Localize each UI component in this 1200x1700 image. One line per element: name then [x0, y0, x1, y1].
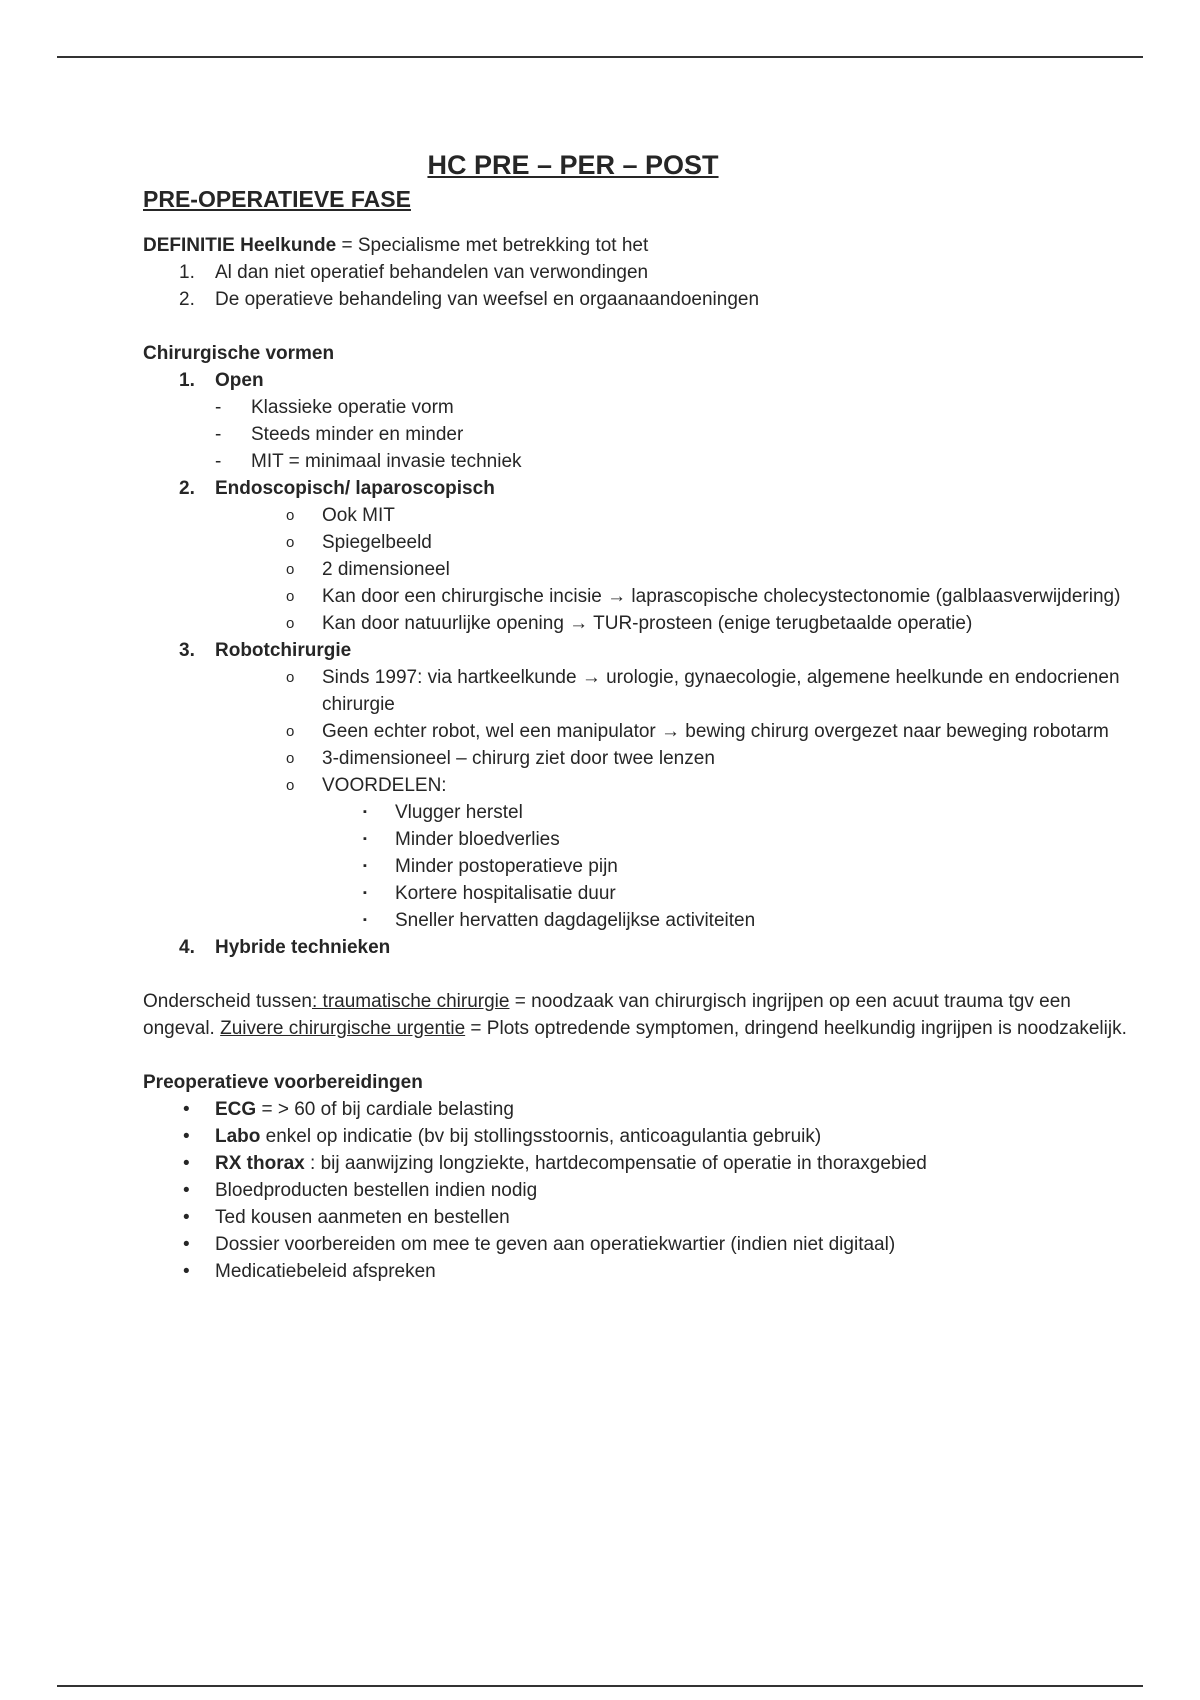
square-marker: ▪: [363, 887, 367, 899]
advantage-text: Kortere hospitalisatie duur: [395, 883, 616, 904]
prep-item-bold: RX thorax: [215, 1153, 305, 1174]
list-item-text: Sinds 1997: via hartkeelkunde → urologie, gynaecologie, algemene heelkunde en endocrienen chirurgie: [322, 667, 1120, 715]
distinction-lead: Onderscheid tussen: [143, 991, 312, 1012]
bullet-marker: •: [183, 1207, 190, 1228]
advantage-text: Minder postoperatieve pijn: [395, 856, 618, 877]
definition-text: = Specialisme met betrekking tot het: [336, 235, 649, 256]
form-hybrid: [143, 934, 1143, 961]
header-rule: [57, 56, 1143, 58]
form-hybrid-label: Hybride technieken: [215, 937, 391, 958]
list-number: 1.: [179, 262, 195, 283]
square-marker: ▪: [363, 833, 367, 845]
prep-item-text: Medicatiebeleid afspreken: [215, 1261, 436, 1282]
distinction-paragraph: [143, 988, 1143, 1042]
form-open-label: Open: [215, 370, 264, 391]
dash-marker: -: [215, 397, 222, 418]
prep-item-text: : bij aanwijzing longziekte, hartdecompensatie of operatie in thoraxgebied: [304, 1153, 927, 1174]
bullet-marker: •: [183, 1234, 190, 1255]
list-item-text: Ook MIT: [322, 505, 395, 526]
distinction-text-urgency: = Plots optredende symptomen, dringend heelkundig ingrijpen is noodzakelijk.: [465, 1018, 1127, 1039]
list-item-text: Kan door een chirurgische incisie → laprascopische cholecystectonomie (galblaasverwijdering): [322, 586, 1121, 607]
prep-item-text: enkel op indicatie (bv bij stollingsstoornis, anticoagulantia gebruik): [260, 1126, 822, 1147]
list-number: 2.: [179, 478, 195, 499]
list-item: [143, 529, 1143, 556]
prep-item: [143, 1123, 1143, 1150]
advantage-item: [143, 853, 1143, 880]
document-title: HC PRE – PER – POST: [427, 150, 719, 180]
circle-marker: o: [286, 561, 295, 578]
form-endoscopic: [143, 475, 1143, 502]
distinction-text-trauma: = noodzaak van chirurgisch ingrijpen op een acuut trauma tgv een ongeval.: [143, 991, 1071, 1039]
definition-item: [143, 286, 1143, 313]
footer-rule: [57, 1685, 1143, 1687]
list-item: [143, 664, 1143, 718]
circle-marker: o: [286, 669, 295, 686]
dash-marker: -: [215, 424, 222, 445]
list-number: 1.: [179, 370, 195, 391]
circle-marker: o: [286, 588, 295, 605]
prep-item-bold: ECG: [215, 1099, 257, 1120]
dash-marker: -: [215, 451, 222, 472]
list-number: 3.: [179, 640, 195, 661]
list-item: [143, 610, 1143, 637]
definition-term: DEFINITIE Heelkunde: [143, 235, 337, 256]
advantage-text: Sneller hervatten dagdagelijkse activiteiten: [395, 910, 756, 931]
bullet-marker: •: [183, 1153, 190, 1174]
circle-marker: o: [286, 615, 295, 632]
document-body: [143, 148, 1143, 1285]
prep-item-bold: Labo: [215, 1126, 261, 1147]
list-item-text: 2 dimensioneel: [322, 559, 450, 580]
list-item-text: VOORDELEN:: [322, 775, 447, 796]
prep-item-text: Ted kousen aanmeten en bestellen: [215, 1207, 510, 1228]
list-item: [143, 448, 1143, 475]
list-item-text: Geen echter robot, wel een manipulator → bewing chirurg overgezet naar beweging robotarm: [322, 721, 1109, 742]
list-number: 2.: [179, 289, 195, 310]
bullet-marker: •: [183, 1180, 190, 1201]
prep-item: [143, 1204, 1143, 1231]
forms-heading: Chirurgische vormen: [143, 343, 335, 364]
advantage-text: Minder bloedverlies: [395, 829, 560, 850]
definition-item-text: Al dan niet operatief behandelen van verwondingen: [215, 262, 649, 283]
square-marker: ▪: [363, 914, 367, 926]
list-item: [143, 718, 1143, 745]
distinction-term-trauma: : traumatische chirurgie: [312, 991, 510, 1012]
prep-item: [143, 1150, 1143, 1177]
list-item: [143, 583, 1143, 610]
list-item-text: Kan door natuurlijke opening → TUR-prosteen (enige terugbetaalde operatie): [322, 613, 973, 634]
prep-item: [143, 1096, 1143, 1123]
advantage-text: Vlugger herstel: [395, 802, 523, 823]
list-item: [143, 772, 1143, 799]
prep-heading: Preoperatieve voorbereidingen: [143, 1072, 423, 1093]
advantage-item: [143, 799, 1143, 826]
advantage-item: [143, 907, 1143, 934]
form-robotic: [143, 637, 1143, 664]
bullet-marker: •: [183, 1261, 190, 1282]
square-marker: ▪: [363, 860, 367, 872]
definition-item-text: De operatieve behandeling van weefsel en orgaanaandoeningen: [215, 289, 760, 310]
advantage-item: [143, 826, 1143, 853]
list-item: [143, 394, 1143, 421]
circle-marker: o: [286, 750, 295, 767]
circle-marker: o: [286, 723, 295, 740]
square-marker: ▪: [363, 806, 367, 818]
form-endoscopic-label: Endoscopisch/ laparoscopisch: [215, 478, 495, 499]
definition-item: [143, 259, 1143, 286]
list-item: [143, 421, 1143, 448]
prep-item-text: Dossier voorbereiden om mee te geven aan operatiekwartier (indien niet digitaal): [215, 1234, 896, 1255]
prep-item: [143, 1231, 1143, 1258]
list-item: [143, 556, 1143, 583]
prep-item: [143, 1177, 1143, 1204]
prep-item: [143, 1258, 1143, 1285]
list-item-text: 3-dimensioneel – chirurg ziet door twee lenzen: [322, 748, 715, 769]
advantage-item: [143, 880, 1143, 907]
section-title: PRE-OPERATIEVE FASE: [143, 186, 411, 212]
list-item: [143, 745, 1143, 772]
bullet-marker: •: [183, 1126, 190, 1147]
list-item-text: MIT = minimaal invasie techniek: [251, 451, 522, 472]
prep-item-text: Bloedproducten bestellen indien nodig: [215, 1180, 538, 1201]
bullet-marker: •: [183, 1099, 190, 1120]
circle-marker: o: [286, 534, 295, 551]
list-item-text: Spiegelbeeld: [322, 532, 432, 553]
prep-item-text: = > 60 of bij cardiale belasting: [256, 1099, 514, 1120]
form-robotic-label: Robotchirurgie: [215, 640, 352, 661]
list-number: 4.: [179, 937, 195, 958]
list-item-text: Steeds minder en minder: [251, 424, 464, 445]
form-open: [143, 367, 1143, 394]
list-item: [143, 502, 1143, 529]
circle-marker: o: [286, 777, 295, 794]
list-item-text: Klassieke operatie vorm: [251, 397, 454, 418]
definition-line: [143, 232, 1143, 259]
distinction-term-urgency: Zuivere chirurgische urgentie: [220, 1018, 466, 1039]
circle-marker: o: [286, 507, 295, 524]
